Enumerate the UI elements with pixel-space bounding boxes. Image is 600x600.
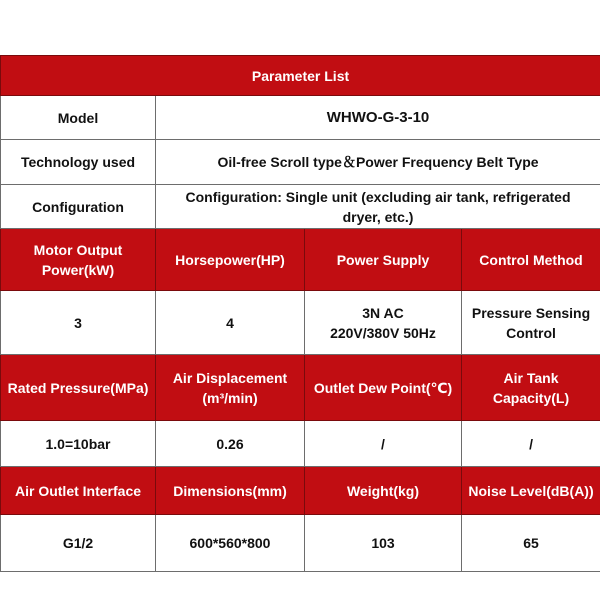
group2-header-row [1, 355, 600, 421]
model-label: Model [1, 96, 156, 140]
control-line2: Control [506, 324, 556, 341]
technology-row [1, 140, 600, 185]
header-motor-line1: Motor Output [33, 241, 123, 258]
group2-value-row [1, 421, 600, 467]
parameter-sheet [0, 55, 600, 572]
technology-label: Technology used [1, 140, 156, 185]
parameter-table [0, 55, 600, 572]
value-horsepower: 4 [156, 291, 305, 355]
configuration-label: Configuration [1, 185, 156, 229]
control-line1: Pressure Sensing [471, 304, 591, 321]
air-tank-line2: Capacity(L) [492, 389, 570, 406]
value-air-tank: / [462, 421, 600, 467]
value-air-outlet: G1/2 [1, 515, 156, 572]
power-supply-line2: 220V/380V 50Hz [330, 324, 436, 341]
technology-value: Oil-free Scroll type＆Power Frequency Belt Type [156, 140, 600, 185]
value-noise-level: 65 [462, 515, 600, 572]
power-supply-line1: 3N AC [362, 304, 404, 321]
header-control-method: Control Method [462, 229, 600, 291]
header-power-supply: Power Supply [305, 229, 462, 291]
header-motor-line2: Power(kW) [41, 261, 115, 278]
table-title: Parameter List [1, 56, 600, 96]
air-disp-line2: (m³/min) [202, 389, 258, 406]
header-horsepower: Horsepower(HP) [156, 229, 305, 291]
group3-value-row [1, 515, 600, 572]
group1-header-row [1, 229, 600, 291]
table-title-row [1, 56, 600, 96]
value-power-supply [305, 291, 462, 355]
header-air-tank [462, 355, 600, 421]
air-tank-line1: Air Tank [503, 369, 559, 386]
header-air-outlet: Air Outlet Interface [1, 467, 156, 515]
group1-value-row [1, 291, 600, 355]
header-air-displacement [156, 355, 305, 421]
value-outlet-dew-point: / [305, 421, 462, 467]
value-weight: 103 [305, 515, 462, 572]
header-rated-pressure: Rated Pressure(MPa) [1, 355, 156, 421]
header-outlet-dew-point: Outlet Dew Point(℃) [305, 355, 462, 421]
value-control-method [462, 291, 600, 355]
air-disp-line1: Air Displacement [172, 369, 288, 386]
model-value: WHWO-G-3-10 [156, 96, 600, 140]
header-weight: Weight(kg) [305, 467, 462, 515]
header-noise-level: Noise Level(dB(A)) [462, 467, 600, 515]
value-rated-pressure: 1.0=10bar [1, 421, 156, 467]
configuration-row [1, 185, 600, 229]
group3-header-row [1, 467, 600, 515]
configuration-value: Configuration: Single unit (excluding air tank, refrigerated dryer, etc.) [156, 185, 600, 229]
value-dimensions: 600*560*800 [156, 515, 305, 572]
header-dimensions: Dimensions(mm) [156, 467, 305, 515]
header-motor-output [1, 229, 156, 291]
value-motor-output: 3 [1, 291, 156, 355]
value-air-displacement: 0.26 [156, 421, 305, 467]
model-row [1, 96, 600, 140]
